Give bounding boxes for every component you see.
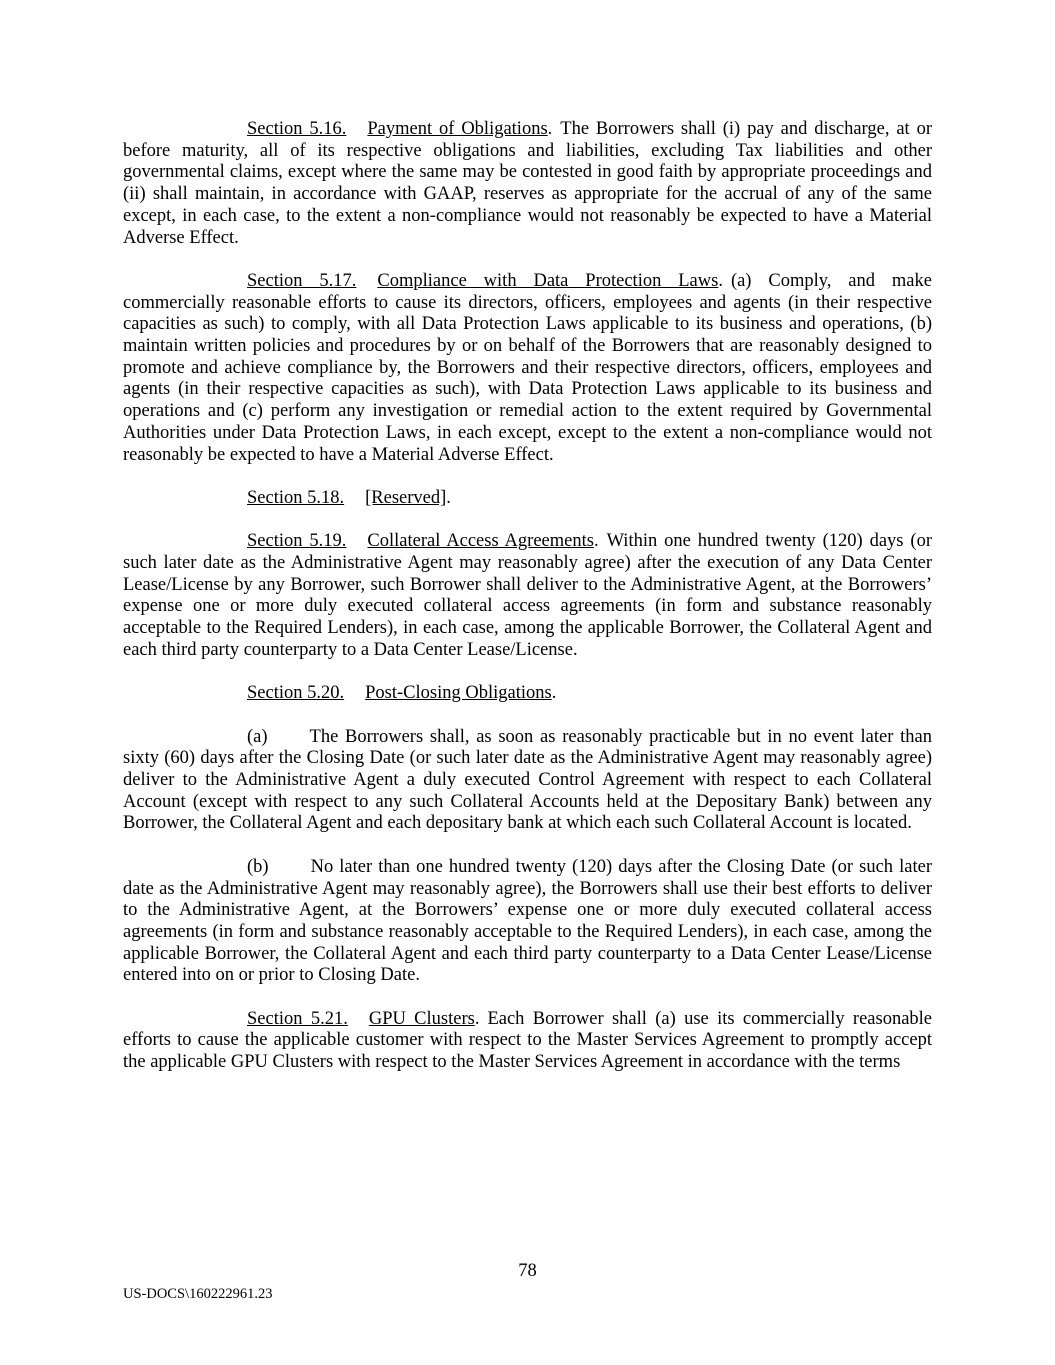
document-id-footer: US-DOCS\160222961.23 [123, 1286, 273, 1302]
section-5-19-title: Collateral Access Agreements [367, 531, 594, 552]
section-5-21-body: Each Borrower shall (a) use its commercially reasonable efforts to cause the applicable customer with respect to the Master Services Agreement to promptly accept the applicable GPU Clusters with respect to the Master Services Agreement in accordance with the terms [123, 1008, 933, 1073]
clause-b-label: (b) [247, 856, 269, 877]
section-5-18-title-period: . [446, 487, 451, 508]
section-5-17-label: Section 5.17. [247, 270, 357, 291]
section-5-20-title: Post-Closing Obligations [365, 683, 552, 704]
section-5-20-title-period: . [551, 683, 557, 704]
section-5-21-paragraph [123, 1009, 932, 1074]
section-5-16-title: Payment of Obligations [367, 119, 548, 139]
clause-b-paragraph [123, 857, 932, 987]
section-5-19-paragraph [123, 531, 932, 661]
section-5-16-label: Section 5.16. [247, 119, 347, 139]
section-5-21-label: Section 5.21. [247, 1008, 348, 1029]
clause-b-body: No later than one hundred twenty (120) days after the Closing Date (or such later date as the Administrative Agent may reasonably agree), the Borrowers shall use their best efforts to deliver to the Administrative Agent, at the Borrowers’ expense one or more duly executed collateral access agreements (in form and substance reasonably acceptable to the Required Lenders), in each case, among the applicable Borrower, the Collateral Agent and each third party counterparty to a Data Center Lease/License entered into on or prior to Closing Date. [123, 856, 932, 986]
section-5-16-body: The Borrowers shall (i) pay and discharge, at or before maturity, all of its respective obligations and liabilities, excluding Tax liabilities and other governmental claims, except where the same may be contested in good faith by appropriate proceedings and (ii) shall maintain, in accordance with GAAP, reserves as appropriate for the accrual of any of the same except, in each case, to the extent a non-compliance would not reasonably be expected to have a Material Adverse Effect. [123, 119, 932, 248]
section-5-17-paragraph [123, 271, 932, 466]
section-5-16-paragraph [123, 119, 932, 249]
section-5-19-body: Within one hundred twenty (120) days (or such later date as the Administrative Agent may reasonably agree) after the execution of any Data Center Lease/License by any Borrower, such Borrower shall deliver to the Administrative Agent, at the Borrowers’ expense one or more duly executed collateral access agreements (in form and substance reasonably acceptable to the Required Lenders), in each case, among the applicable Borrower, the Collateral Agent and each third party counterparty to a Data Center Lease/License. [123, 531, 932, 660]
section-5-19-label: Section 5.19. [247, 531, 347, 552]
section-5-21-title-period: . [474, 1008, 480, 1029]
section-5-17-title: Compliance with Data Protection Laws [377, 270, 719, 291]
clause-a-paragraph [123, 727, 932, 836]
section-5-17-title-period: . [718, 270, 723, 291]
clause-a-body: The Borrowers shall, as soon as reasonably practicable but in no event later than sixty (60) days after the Closing Date (or such later date as the Administrative Agent may reasonably agree) deliver to the Administrative Agent a duly executed Control Agreement with respect to each Collateral Account (except with respect to any such Collateral Accounts held at the Depositary Bank) between any Borrower, the Collateral Agent and each depositary bank at which each such Collateral Account is located. [123, 726, 932, 834]
section-5-20-label: Section 5.20. [247, 683, 345, 704]
section-5-17-body: (a) Comply, and make commercially reasonable efforts to cause its directors, officers, employees and agents (in their respective capacities as such) to comply, with all Data Protection Laws applicable to its business and operations, (b) maintain written policies and procedures by or on behalf of the Borrowers that are reasonably designed to promote and achieve compliance by, the Borrowers and their respective directors, officers, employees and agents (in their respective capacities as such), with Data Protection Laws applicable to its business and operations and (c) perform any investigation or remedial action to the extent required by Governmental Authorities under Data Protection Laws, in each except, except to the extent a non-compliance would not reasonably be expected to have a Material Adverse Effect. [123, 270, 932, 465]
section-5-21-title: GPU Clusters [368, 1008, 475, 1029]
section-5-19-title-period: . [593, 531, 599, 552]
document-body [123, 119, 932, 1096]
section-5-20-paragraph [123, 683, 932, 705]
page-number: 78 [518, 1261, 537, 1281]
section-5-18-label: Section 5.18. [247, 487, 345, 508]
section-5-18-title: [Reserved] [365, 487, 447, 508]
clause-a-label: (a) [247, 726, 268, 747]
section-5-18-paragraph [123, 488, 932, 510]
section-5-16-title-period: . [547, 119, 553, 139]
